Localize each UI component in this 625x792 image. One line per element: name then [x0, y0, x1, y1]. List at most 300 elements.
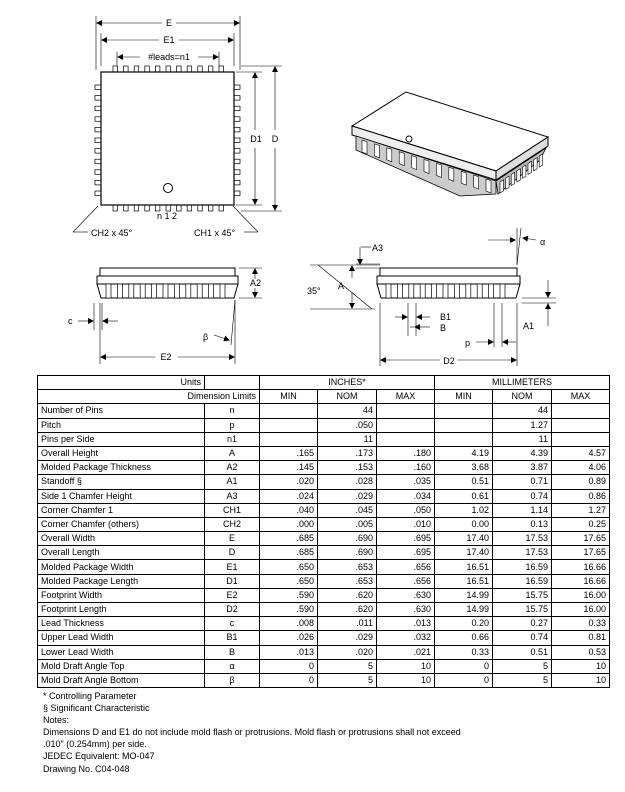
inches-min: .145 [260, 461, 318, 475]
table-row [38, 617, 610, 631]
inches-nom: .011 [318, 617, 377, 631]
lead [155, 66, 160, 72]
row-symbol: D1 [205, 574, 260, 588]
inches-min: .650 [260, 560, 318, 574]
inches-nom: .050 [318, 418, 377, 432]
table-row [38, 673, 610, 687]
table-row [38, 574, 610, 588]
inches-nom: .028 [318, 475, 377, 489]
mm-max: 10 [552, 659, 610, 673]
top-view [73, 16, 282, 238]
mm-max: 1.27 [552, 503, 610, 517]
table-row [38, 432, 610, 446]
row-symbol: c [205, 617, 260, 631]
inches-max: 10 [377, 659, 435, 673]
row-label: Corner Chamfer 1 [38, 503, 205, 517]
dim-E-label: E [165, 18, 173, 28]
pin-numbers-label: n 1 2 [156, 211, 178, 221]
mm-nom: 0.27 [493, 617, 552, 631]
inches-max: .021 [377, 645, 435, 659]
mm-nom: 1.14 [493, 503, 552, 517]
mm-nom: 15.75 [493, 603, 552, 617]
lead [399, 152, 404, 166]
lead [489, 284, 494, 298]
lead [409, 284, 414, 298]
inches-max: .656 [377, 574, 435, 588]
dim-D-label: D [271, 134, 279, 144]
lead [436, 163, 441, 177]
lead [534, 158, 538, 171]
lead [362, 140, 367, 154]
lead [95, 191, 101, 196]
in-nom-header: NOM [318, 390, 377, 404]
mm-min: 0.20 [435, 617, 493, 631]
lead [95, 127, 101, 131]
row-label: Overall Width [38, 532, 205, 546]
lead [95, 180, 101, 185]
angle-35-label: 35° [307, 286, 321, 296]
mm-min: 14.99 [435, 588, 493, 602]
lead [522, 165, 526, 178]
row-symbol: B [205, 645, 260, 659]
lead [140, 284, 145, 298]
mm-min [435, 432, 493, 446]
side-view [68, 268, 262, 364]
mm-max [552, 418, 610, 432]
lead [124, 66, 129, 72]
mm-nom: 1.27 [493, 418, 552, 432]
lead [209, 284, 214, 298]
inches-max: .160 [377, 461, 435, 475]
mm-min: 0.00 [435, 517, 493, 531]
mm-nom: 4.39 [493, 446, 552, 460]
left-leads [95, 85, 101, 196]
dim-A1-label: A1 [523, 321, 535, 331]
lead [177, 205, 182, 211]
inches-nom: .690 [318, 532, 377, 546]
inches-nom: .690 [318, 546, 377, 560]
row-label: Corner Chamfer (others) [38, 517, 205, 531]
mm-min: 0.61 [435, 489, 493, 503]
inches-nom: 5 [318, 673, 377, 687]
note-line-2: .010" (0.254mm) per side. [43, 739, 147, 750]
table-row [38, 418, 610, 432]
inches-max: .630 [377, 603, 435, 617]
lead [95, 159, 101, 164]
pin1-marker [164, 184, 173, 193]
row-label: Overall Length [38, 546, 205, 560]
row-label: Molded Package Length [38, 574, 205, 588]
inches-max: 10 [377, 673, 435, 687]
inches-max: .050 [377, 503, 435, 517]
row-label: Pins per Side [38, 432, 205, 446]
mm-max: 16.00 [552, 588, 610, 602]
row-label: Molded Package Thickness [38, 461, 205, 475]
lead [454, 284, 459, 298]
inches-max [377, 432, 435, 446]
drawing-number: Drawing No. C04-048 [43, 763, 130, 774]
row-symbol: CH2 [205, 517, 260, 531]
inches-nom: .173 [318, 446, 377, 460]
row-label: Standoff § [38, 475, 205, 489]
lead [234, 85, 240, 90]
row-symbol: B1 [205, 631, 260, 645]
mm-nom: 0.13 [493, 517, 552, 531]
mm-max: 0.33 [552, 617, 610, 631]
inches-max [377, 418, 435, 432]
inches-min: .590 [260, 588, 318, 602]
inches-nom: .005 [318, 517, 377, 531]
row-label: Pitch [38, 418, 205, 432]
controlling-parameter-note: * Controlling Parameter [43, 691, 137, 701]
inches-min: 0 [260, 659, 318, 673]
mm-max: 0.89 [552, 475, 610, 489]
lead [443, 284, 448, 298]
inches-nom: .029 [318, 489, 377, 503]
inches-nom: 44 [318, 404, 377, 418]
significant-characteristic-note: § Significant Characteristic [43, 703, 150, 714]
inches-min: .024 [260, 489, 318, 503]
lead [234, 149, 240, 154]
row-symbol: CH1 [205, 503, 260, 517]
lead [466, 284, 471, 298]
lead [106, 284, 111, 298]
inches-min: .013 [260, 645, 318, 659]
lead [208, 205, 213, 211]
lead [461, 171, 466, 185]
mm-nom: 5 [493, 673, 552, 687]
row-label: Footprint Length [38, 603, 205, 617]
lead [486, 179, 491, 193]
units-label: Units [38, 376, 205, 390]
row-symbol: A1 [205, 475, 260, 489]
table-row [38, 532, 610, 546]
inches-max: .656 [377, 560, 435, 574]
row-symbol: α [205, 659, 260, 673]
mm-max: 4.57 [552, 446, 610, 460]
lead [500, 284, 505, 298]
mm-max: 0.81 [552, 631, 610, 645]
inches-nom: .029 [318, 631, 377, 645]
lead [208, 66, 213, 72]
mm-nom: 0.74 [493, 489, 552, 503]
lead [113, 205, 118, 211]
inches-max: .630 [377, 588, 435, 602]
lead [511, 172, 515, 185]
mm-min: 16.51 [435, 574, 493, 588]
lead [95, 170, 101, 175]
mm-max: 10 [552, 673, 610, 687]
mm-max [552, 432, 610, 446]
mm-min: 0.51 [435, 475, 493, 489]
lead [234, 96, 240, 101]
mm-max: 16.00 [552, 603, 610, 617]
table-row [38, 475, 610, 489]
inches-min [260, 404, 318, 418]
mm-min: 0 [435, 659, 493, 673]
mm-max: 17.65 [552, 546, 610, 560]
dim-c-label: c [68, 316, 73, 326]
lead [145, 205, 150, 211]
lead [95, 117, 101, 122]
lead [197, 284, 202, 298]
lead [177, 66, 182, 72]
lead [539, 154, 543, 167]
mm-min [435, 404, 493, 418]
inches-header: INCHES* [260, 376, 435, 390]
inches-nom: .653 [318, 574, 377, 588]
table-row [38, 631, 610, 645]
lead [412, 156, 417, 170]
in-min-header: MIN [260, 390, 318, 404]
lead [124, 205, 129, 211]
inches-nom: .653 [318, 560, 377, 574]
row-symbol: E1 [205, 560, 260, 574]
in-max-header: MAX [377, 390, 435, 404]
leads-count-label: #leads=n1 [148, 52, 190, 62]
table-row [38, 461, 610, 475]
mm-max: 16.66 [552, 574, 610, 588]
mm-header: MILLIMETERS [435, 376, 610, 390]
row-symbol: D2 [205, 603, 260, 617]
inches-nom: .620 [318, 588, 377, 602]
inches-min: .008 [260, 617, 318, 631]
inches-min: .165 [260, 446, 318, 460]
inches-min [260, 418, 318, 432]
mm-nom: 5 [493, 659, 552, 673]
lead [234, 138, 240, 143]
inches-max: .010 [377, 517, 435, 531]
mm-nom: 44 [493, 404, 552, 418]
lead [187, 66, 192, 72]
note-line-1: Dimensions D and E1 do not include mold flash or protrusions. Mold flash or protrusions shall not exceed [43, 727, 461, 738]
mm-max: 0.25 [552, 517, 610, 531]
inches-max: .695 [377, 546, 435, 560]
table-row [38, 489, 610, 503]
lead [500, 180, 504, 193]
table-row [38, 659, 610, 673]
inches-min [260, 432, 318, 446]
inches-min: .020 [260, 475, 318, 489]
lead [220, 284, 225, 298]
lead [198, 205, 203, 211]
lead [129, 284, 134, 298]
mm-max: 0.53 [552, 645, 610, 659]
lead [187, 205, 192, 211]
lead [134, 205, 139, 211]
units-header-row [38, 376, 610, 390]
dim-E1-label: E1 [163, 35, 175, 45]
dim-A-label: A [338, 281, 345, 291]
row-label: Mold Draft Angle Bottom [38, 673, 205, 687]
lead [397, 284, 402, 298]
mm-min: 0 [435, 673, 493, 687]
mm-min: 0.66 [435, 631, 493, 645]
lead [386, 284, 391, 298]
dim-B1-label: B1 [440, 312, 452, 322]
lead [506, 176, 510, 189]
mm-min [435, 418, 493, 432]
mm-max [552, 404, 610, 418]
lead [387, 148, 392, 162]
lead [374, 144, 379, 158]
row-symbol: A3 [205, 489, 260, 503]
row-label: Upper Lead Width [38, 631, 205, 645]
lead [219, 66, 224, 72]
table-row [38, 560, 610, 574]
mm-nom: 0.71 [493, 475, 552, 489]
lead [174, 284, 179, 298]
inches-min: .685 [260, 532, 318, 546]
lead [234, 159, 240, 164]
dim-E2-label: E2 [160, 352, 172, 362]
mm-min: 16.51 [435, 560, 493, 574]
dimension-table [37, 375, 610, 688]
row-label: Lower Lead Width [38, 645, 205, 659]
row-symbol: A [205, 446, 260, 460]
dim-alpha-label: α [540, 237, 546, 247]
row-label: Mold Draft Angle Top [38, 659, 205, 673]
lead [117, 284, 122, 298]
table-row [38, 446, 610, 460]
inches-max: .695 [377, 532, 435, 546]
lead [95, 96, 101, 101]
mm-min: 3.68 [435, 461, 493, 475]
row-symbol: E [205, 532, 260, 546]
inches-nom: .620 [318, 603, 377, 617]
isometric-view [352, 92, 548, 196]
table-row [38, 546, 610, 560]
lead [145, 66, 150, 72]
inches-min: .650 [260, 574, 318, 588]
mm-min: 17.40 [435, 532, 493, 546]
mm-max: 17.65 [552, 532, 610, 546]
inches-max: .035 [377, 475, 435, 489]
row-label: Side 1 Chamfer Height [38, 489, 205, 503]
lead [432, 284, 437, 298]
iso-pin1-marker [406, 136, 412, 142]
lead [186, 284, 191, 298]
mm-min: 1.02 [435, 503, 493, 517]
row-symbol: D [205, 546, 260, 560]
mm-nom: 11 [493, 432, 552, 446]
lead [234, 191, 240, 196]
lead [449, 167, 454, 181]
top-leads [113, 66, 224, 72]
inches-max: .180 [377, 446, 435, 460]
lead [477, 284, 482, 298]
table-row [38, 404, 610, 418]
mm-nom: 0.51 [493, 645, 552, 659]
mm-nom: 16.59 [493, 560, 552, 574]
mm-min: 0.33 [435, 645, 493, 659]
lead [95, 85, 101, 90]
row-symbol: E2 [205, 588, 260, 602]
dim-B-label: B [440, 323, 447, 333]
ch1-label: CH1 x 45° [194, 228, 236, 238]
notes-heading: Notes: [43, 715, 70, 726]
table-row [38, 517, 610, 531]
inches-max: .034 [377, 489, 435, 503]
lead [219, 205, 224, 211]
lead [198, 66, 203, 72]
inches-min: .685 [260, 546, 318, 560]
inches-min: .590 [260, 603, 318, 617]
inches-min: .026 [260, 631, 318, 645]
lead [517, 169, 521, 182]
dim-limits-label: Dimension Limits [38, 390, 260, 404]
mm-nom-header: NOM [493, 390, 552, 404]
inches-nom: 5 [318, 659, 377, 673]
lead [528, 161, 532, 174]
inches-nom: .153 [318, 461, 377, 475]
row-label: Overall Height [38, 446, 205, 460]
row-symbol: β [205, 673, 260, 687]
mm-min: 14.99 [435, 603, 493, 617]
table-row [38, 603, 610, 617]
row-label: Footprint Width [38, 588, 205, 602]
row-symbol: p [205, 418, 260, 432]
inches-nom: .045 [318, 503, 377, 517]
mm-nom: 17.53 [493, 546, 552, 560]
units-sym-cell [205, 376, 260, 390]
row-label: Number of Pins [38, 404, 205, 418]
row-symbol: n1 [205, 432, 260, 446]
lead [163, 284, 168, 298]
mm-min: 4.19 [435, 446, 493, 460]
inches-max: .032 [377, 631, 435, 645]
lead [113, 66, 118, 72]
lead [95, 138, 101, 143]
lead [234, 106, 240, 111]
inches-max [377, 404, 435, 418]
inches-min: .040 [260, 503, 318, 517]
mm-min-header: MIN [435, 390, 493, 404]
lead [234, 117, 240, 122]
lead [95, 106, 101, 111]
inches-min: .000 [260, 517, 318, 531]
dim-D2-label: D2 [443, 356, 455, 366]
lead [420, 284, 425, 298]
lead [234, 127, 240, 131]
inches-min: 0 [260, 673, 318, 687]
inches-max: .013 [377, 617, 435, 631]
row-label: Lead Thickness [38, 617, 205, 631]
table-row [38, 503, 610, 517]
jedec-equivalent: JEDEC Equivalent: MO-047 [43, 751, 155, 762]
limits-header-row [38, 390, 610, 404]
package-drawings [0, 0, 625, 375]
lead [152, 284, 157, 298]
inches-nom: .020 [318, 645, 377, 659]
lead [134, 66, 139, 72]
mm-nom: 3.87 [493, 461, 552, 475]
dim-p-label: p [465, 338, 471, 348]
lead [95, 149, 101, 154]
mm-max: 4.06 [552, 461, 610, 475]
lead [234, 170, 240, 175]
row-symbol: A2 [205, 461, 260, 475]
ch2-label: CH2 x 45° [91, 228, 133, 238]
table-row [38, 645, 610, 659]
mm-nom: 0.74 [493, 631, 552, 645]
mm-max-header: MAX [552, 390, 610, 404]
dim-D1-label: D1 [250, 134, 262, 144]
right-leads [234, 85, 240, 196]
mm-max: 16.66 [552, 560, 610, 574]
dim-A2-label: A2 [250, 278, 262, 288]
table-row [38, 588, 610, 602]
